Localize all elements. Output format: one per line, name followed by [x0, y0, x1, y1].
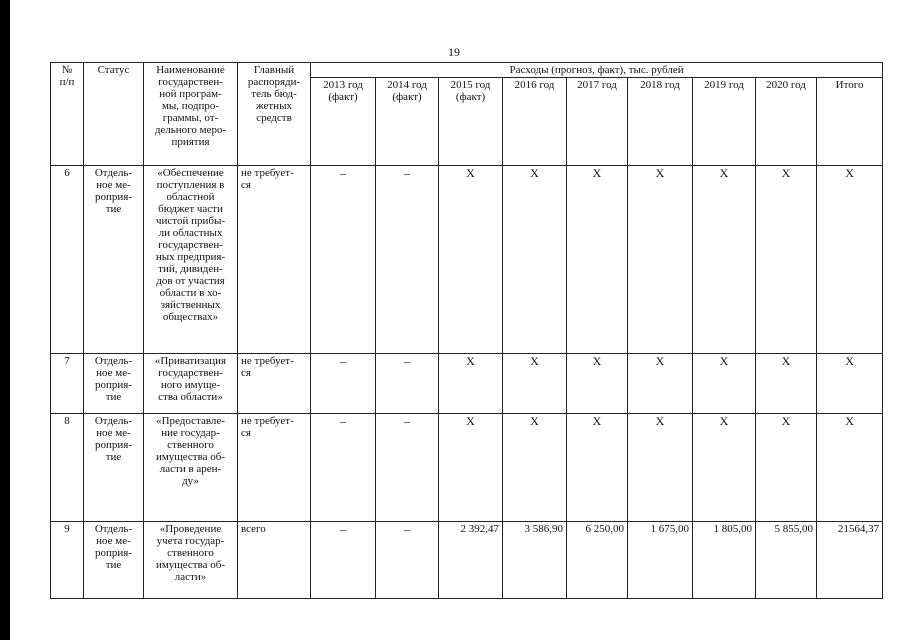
row-manager: всего: [238, 522, 311, 599]
header-year: 2014 год (факт): [376, 78, 439, 166]
row-value-cell: Х: [756, 354, 817, 414]
row-value-cell: –: [311, 354, 376, 414]
header-year: 2020 год: [756, 78, 817, 166]
header-year: 2013 год (факт): [311, 78, 376, 166]
row-status: Отдель- ное ме- роприя- тие: [84, 354, 144, 414]
row-value-cell: Х: [628, 166, 693, 354]
row-name: «Обеспечение поступления в областной бюджет части чистой прибы- ли областных государствен- ных предприя- тий, дивиден- дов от участия области в хо- зяйственных обществах»: [144, 166, 238, 354]
row-value-cell: 3 586,90: [503, 522, 567, 599]
row-value-cell: Х: [693, 166, 756, 354]
row-value-cell: 1 805,00: [693, 522, 756, 599]
row-value-cell: Х: [439, 354, 503, 414]
page-number: 19: [448, 45, 460, 59]
row-value-cell: Х: [693, 354, 756, 414]
table-row: [51, 166, 883, 354]
header-total: Итого: [817, 78, 883, 166]
row-value-cell: Х: [817, 414, 883, 522]
row-name: «Предоставле- ние государ- ственного имущества об- ласти в арен- ду»: [144, 414, 238, 522]
row-value-cell: 5 855,00: [756, 522, 817, 599]
row-value-cell: Х: [503, 354, 567, 414]
row-value-cell: Х: [439, 414, 503, 522]
row-number: 9: [51, 522, 84, 599]
row-value-cell: Х: [756, 166, 817, 354]
header-row-group: [51, 63, 883, 78]
header-name: Наименование государствен- ной програм- мы, подпро- граммы, от- дельного меро- приятия: [144, 63, 238, 166]
row-value-cell: 6 250,00: [567, 522, 628, 599]
row-value-cell: Х: [817, 354, 883, 414]
table-row: [51, 414, 883, 522]
row-value-cell: Х: [567, 354, 628, 414]
scan-edge-bar: [0, 0, 10, 640]
row-status: Отдель- ное ме- роприя- тие: [84, 522, 144, 599]
row-value-cell: –: [376, 354, 439, 414]
row-number: 7: [51, 354, 84, 414]
row-manager: не требует- ся: [238, 354, 311, 414]
row-value-cell: 21564,37: [817, 522, 883, 599]
row-value-cell: Х: [503, 166, 567, 354]
row-name: «Приватизация государствен- ного имуще- ства области»: [144, 354, 238, 414]
table-row: [51, 522, 883, 599]
row-value-cell: –: [311, 166, 376, 354]
row-value-cell: Х: [628, 354, 693, 414]
row-value-cell: –: [376, 414, 439, 522]
row-value-cell: Х: [628, 414, 693, 522]
header-year: 2017 год: [567, 78, 628, 166]
row-number: 6: [51, 166, 84, 354]
header-year: 2016 год: [503, 78, 567, 166]
row-manager: не требует- ся: [238, 414, 311, 522]
row-value-cell: Х: [817, 166, 883, 354]
row-number: 8: [51, 414, 84, 522]
row-manager: не требует- ся: [238, 166, 311, 354]
row-value-cell: Х: [693, 414, 756, 522]
header-manager: Главный распоряди- тель бюд- жетных средств: [238, 63, 311, 166]
row-value-cell: Х: [439, 166, 503, 354]
row-value-cell: –: [311, 522, 376, 599]
header-no: № п/п: [51, 63, 84, 166]
row-value-cell: 1 675,00: [628, 522, 693, 599]
header-year: 2019 год: [693, 78, 756, 166]
row-value-cell: Х: [756, 414, 817, 522]
row-value-cell: –: [376, 522, 439, 599]
row-name: «Проведение учета государ- ственного имущества об- ласти»: [144, 522, 238, 599]
expenses-table: [50, 62, 883, 599]
header-status: Статус: [84, 63, 144, 166]
row-value-cell: 2 392,47: [439, 522, 503, 599]
row-value-cell: –: [311, 414, 376, 522]
row-value-cell: Х: [503, 414, 567, 522]
row-status: Отдель- ное ме- роприя- тие: [84, 414, 144, 522]
row-value-cell: Х: [567, 166, 628, 354]
row-value-cell: Х: [567, 414, 628, 522]
row-value-cell: –: [376, 166, 439, 354]
table-row: [51, 354, 883, 414]
row-status: Отдель- ное ме- роприя- тие: [84, 166, 144, 354]
header-year: 2015 год (факт): [439, 78, 503, 166]
header-expenses-group: Расходы (прогноз, факт), тыс. рублей: [311, 63, 883, 78]
header-year: 2018 год: [628, 78, 693, 166]
